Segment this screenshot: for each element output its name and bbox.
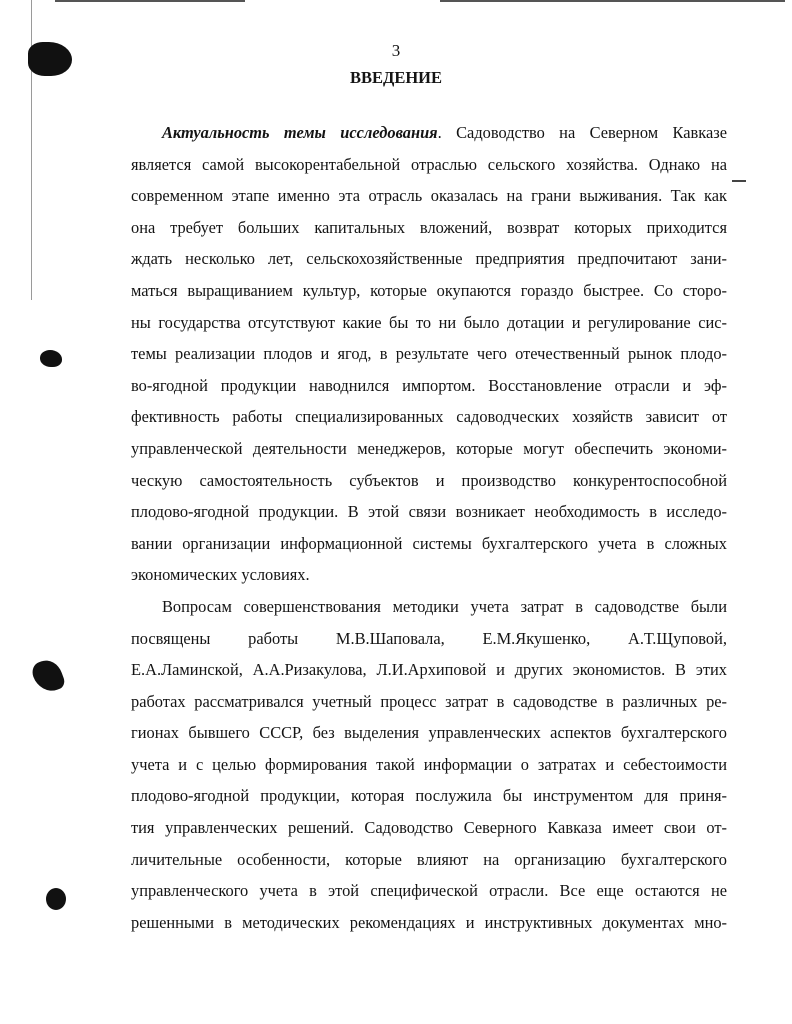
text-line: является самой высокорентабельной отраслью сельского хозяйства. Однако на: [131, 154, 727, 174]
text-line: ждать несколько лет, сельскохозяйственные предприятия предпочитают зани-: [131, 249, 727, 269]
text-line: во-ягодной продукции наводнился импортом. Восстановление отрасли и эф-: [131, 375, 727, 395]
scan-border-top: [55, 0, 245, 2]
text-line: Е.А.Ламинской, А.А.Ризакулова, Л.И.Архиповой и других экономистов. В этих: [131, 660, 727, 680]
text-line: маться выращиванием культур, которые окупаются гораздо быстрее. Со сторо-: [131, 280, 727, 300]
text-line: тия управленческих решений. Садоводство Северного Кавказа имеет свои от-: [131, 818, 727, 838]
text-line: современном этапе именно эта отрасль оказалась на грани выживания. Так как: [131, 186, 727, 206]
punch-hole: [46, 888, 66, 910]
page-title: ВВЕДЕНИЕ: [349, 68, 443, 87]
text-line: ческую самостоятельность субъектов и производство конкурентоспособной: [131, 470, 727, 490]
paragraph-prior-research: [131, 591, 727, 939]
text-line: плодово-ягодной продукции. В этой связи возникает необходимость в исследо-: [131, 502, 727, 522]
text-line: Актуальность темы исследования. Садоводство на Северном Кавказе: [162, 123, 727, 142]
text-line: работах рассматривался учетный процесс затрат в садоводстве в различных ре-: [131, 691, 727, 711]
text-line: управленческой деятельности менеджеров, которые могут обеспечить экономи-: [131, 438, 727, 458]
text-line: фективность работы специализированных садоводческих хозяйств зависит от: [131, 407, 727, 427]
text-line: темы реализации плодов и ягод, в результате чего отечественный рынок плодо-: [131, 344, 727, 364]
text-line: управленческого учета в этой специфической отрасли. Все еще остаются не: [131, 881, 727, 901]
text-line: гионах бывшего СССР, без выделения управленческих аспектов бухгалтерского: [131, 723, 727, 743]
text-line: Вопросам совершенствования методики учета затрат в садоводстве были: [162, 596, 727, 616]
paragraph-relevance: [131, 117, 727, 591]
punch-hole: [40, 350, 62, 367]
scan-mark: [732, 180, 746, 182]
scan-border-top: [440, 0, 785, 2]
text-line: вании организации информационной системы бухгалтерского учета в сложных: [131, 533, 727, 553]
punch-hole: [29, 656, 66, 696]
text-line: ны государства отсутствуют какие бы то ни было дотации и регулирование сис-: [131, 312, 727, 332]
document-body: [131, 117, 727, 938]
text-line: учета и с целью формирования такой информации о затратах и себестоимости: [131, 754, 727, 774]
text-line: она требует больших капитальных вложений, возврат которых приходится: [131, 217, 727, 237]
text-line: личительные особенности, которые влияют на организацию бухгалтерского: [131, 849, 727, 869]
text-line: плодово-ягодной продукции, которая послужила бы инструментом для приня-: [131, 786, 727, 806]
page-number: 3: [391, 41, 401, 60]
text-line: посвящены работы М.В.Шаповала, Е.М.Якушенко, А.Т.Щуповой,: [131, 628, 727, 648]
text-line: экономических условиях.: [131, 565, 310, 585]
text-line: решенными в методических рекомендациях и инструктивных документах мно-: [131, 912, 727, 932]
lead-phrase: Актуальность темы исследования: [162, 123, 438, 142]
